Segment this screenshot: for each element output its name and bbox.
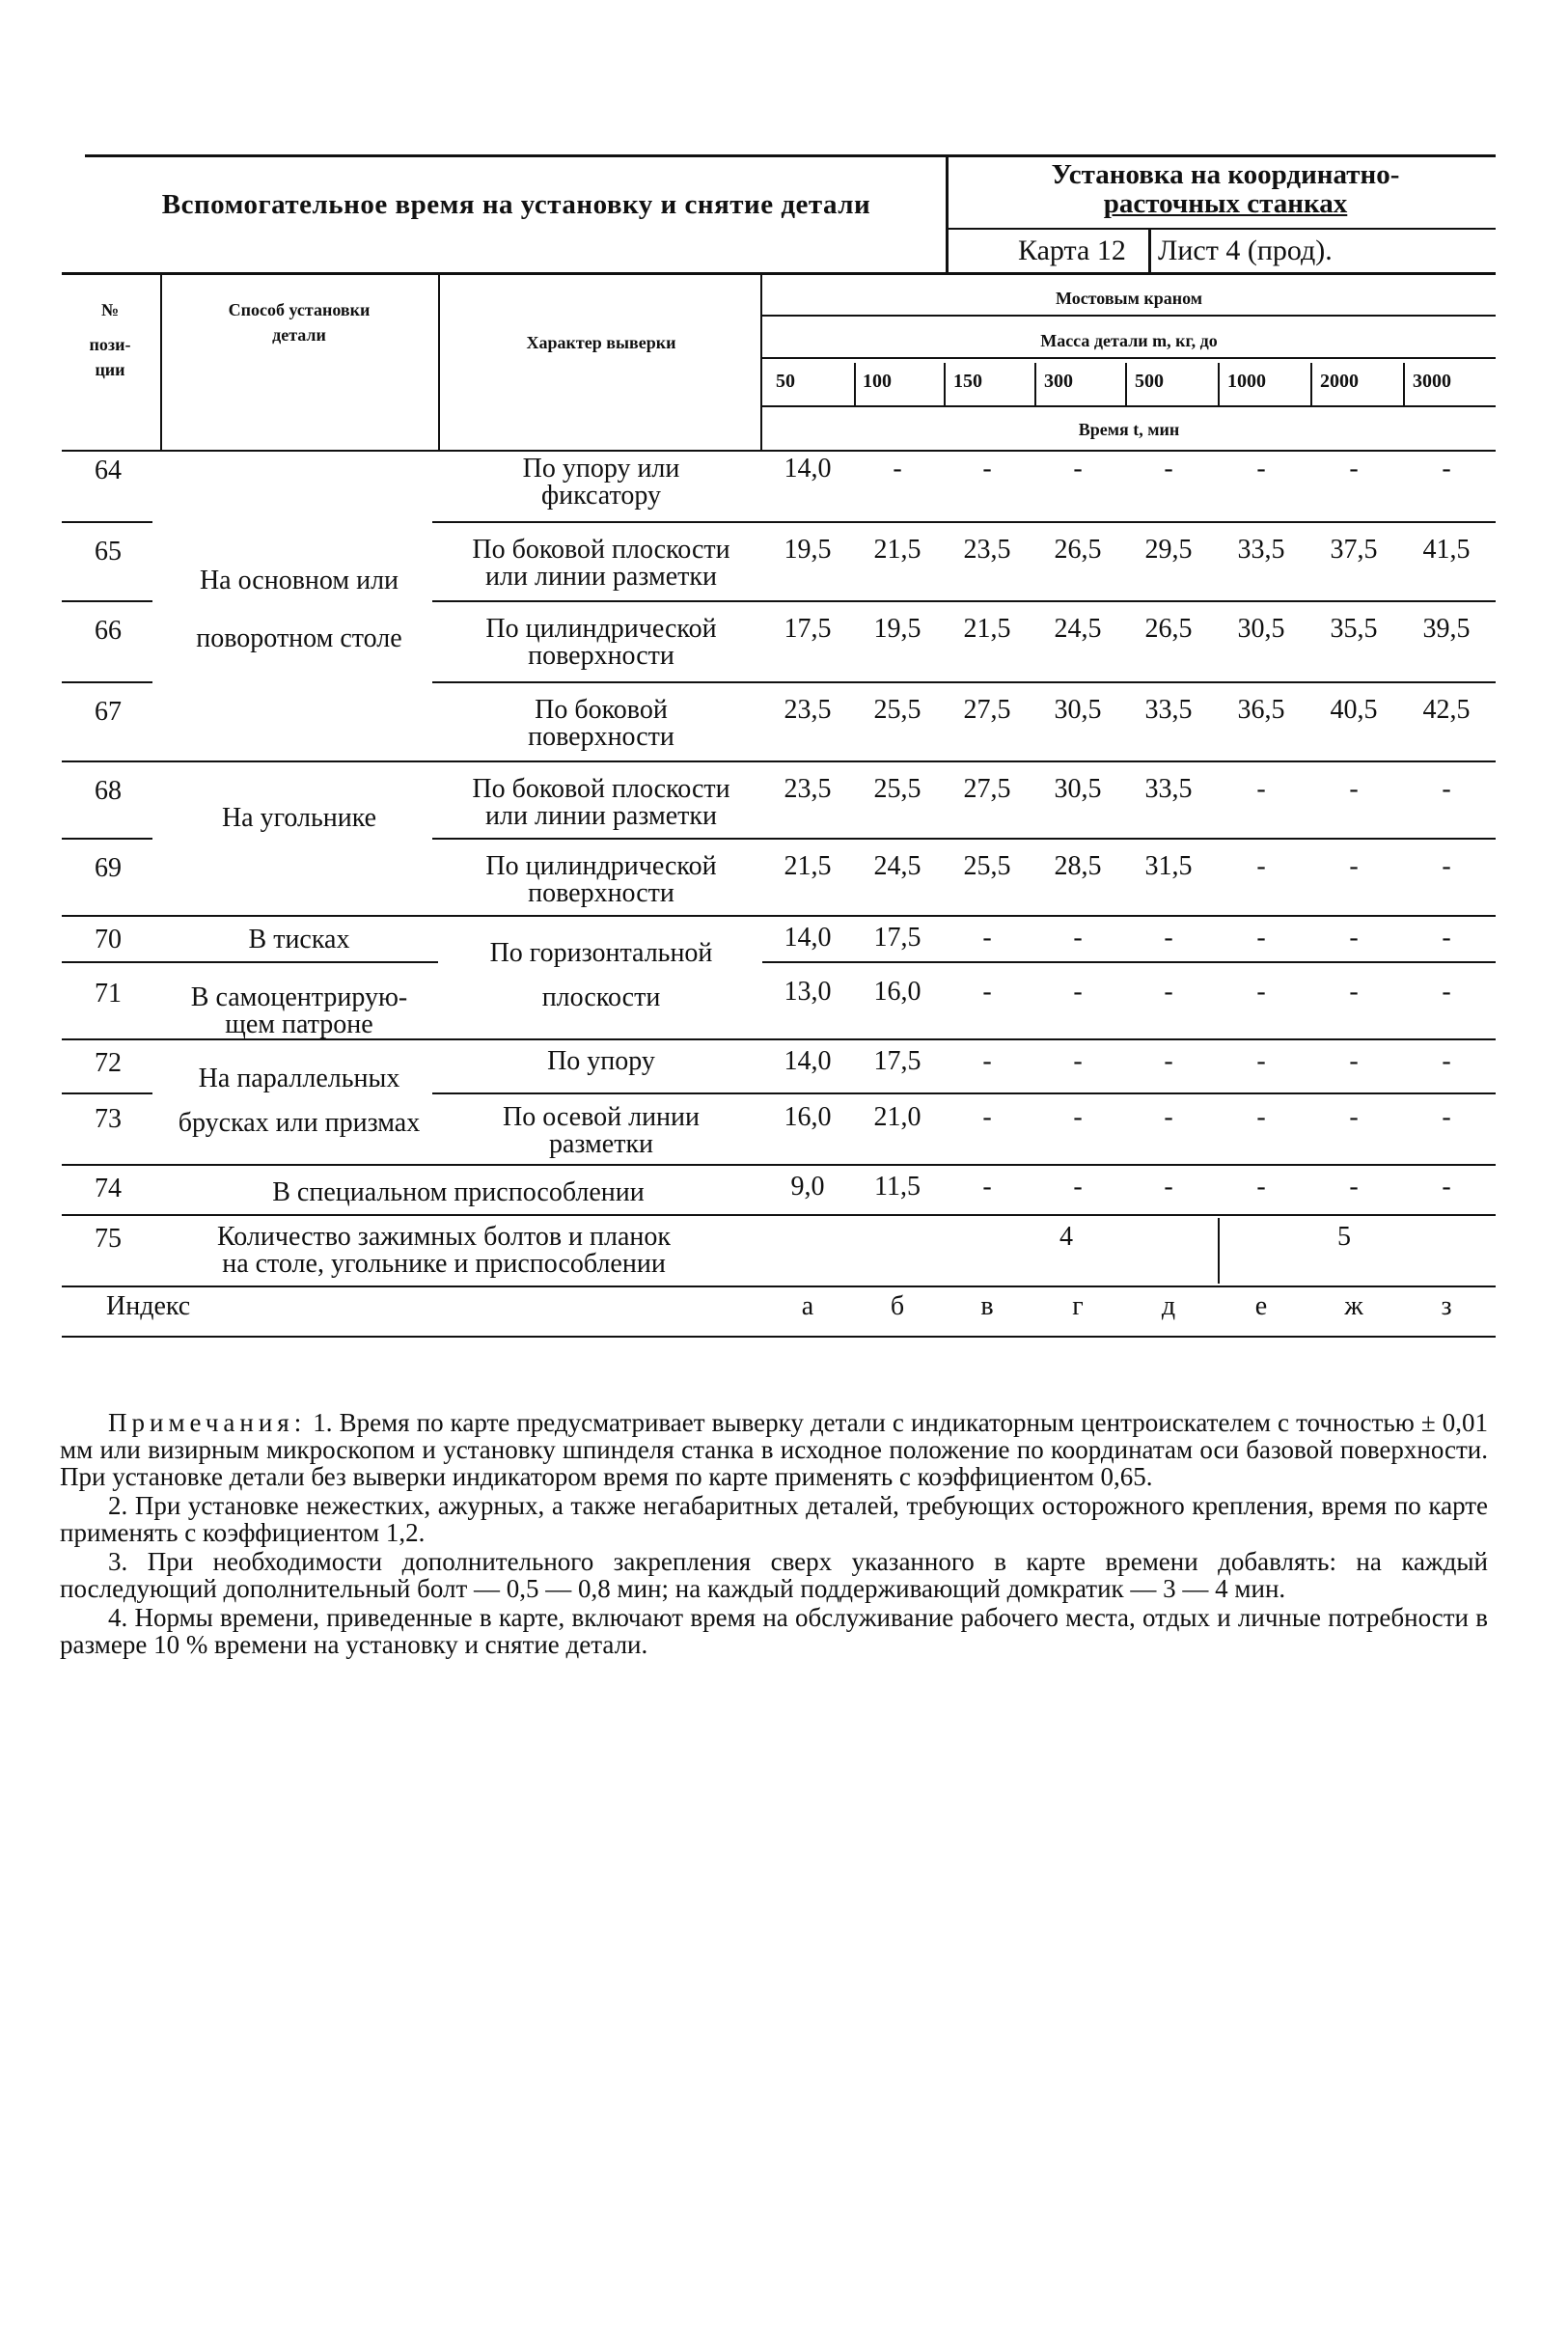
row-value: 23,5 <box>963 535 1011 565</box>
row-value: 29,5 <box>1144 535 1193 565</box>
mass-value: 1000 <box>1227 371 1266 392</box>
row-value: - <box>1164 923 1173 953</box>
row-pos: 71 <box>95 979 122 1009</box>
col-method-line1: Способ установки <box>228 300 371 319</box>
row-value: 13,0 <box>784 977 832 1007</box>
card-divider <box>1148 230 1151 272</box>
row-check-line: разметки <box>548 1129 654 1159</box>
check-horizontal-2: плоскости <box>541 982 661 1012</box>
index-value: д <box>1161 1291 1176 1321</box>
row-check-line: поверхности <box>528 722 674 752</box>
row-rule <box>62 760 1496 762</box>
mass-value: 50 <box>776 371 795 392</box>
row-value: 41,5 <box>1422 535 1471 565</box>
row-value: - <box>1349 1172 1359 1202</box>
section-title-line1: Установка на координатно- <box>1051 159 1400 190</box>
row-value: - <box>1164 1172 1173 1202</box>
header-top-rule <box>85 154 1496 157</box>
mass-divider <box>1034 363 1036 405</box>
row-check-line: По упору <box>547 1046 655 1076</box>
row-check-line: поверхности <box>528 878 674 908</box>
row-value: 21,5 <box>784 851 832 881</box>
index-value: а <box>801 1291 814 1321</box>
row-check <box>442 1048 760 1075</box>
method-parallel-2: брусках или призмах <box>178 1108 421 1138</box>
row-value: - <box>1442 851 1451 881</box>
row-value: - <box>982 1102 992 1132</box>
row-value: 9,0 <box>790 1172 825 1202</box>
mass-bottom-rule <box>762 405 1496 407</box>
header-end-rule <box>62 450 1496 452</box>
col-method-line2: детали <box>272 325 326 345</box>
note-3: 3. При необходимости дополнительного закрепления сверх указанного в карте времени добавлять: на каждый последующий дополнительный болт — 0,5 — 0,8 мин; на каждый поддерживающий домкратик — 3 — 4 мин. <box>60 1547 1488 1603</box>
row-value: 21,5 <box>873 535 922 565</box>
header-mid-rule <box>946 228 1496 230</box>
row-check-line: или линии разметки <box>485 801 717 831</box>
row-rule <box>432 521 1496 523</box>
crane-header: Мостовым краном <box>1055 289 1203 308</box>
row-value: 21,5 <box>963 614 1011 644</box>
row-value: 28,5 <box>1054 851 1102 881</box>
index-value: в <box>980 1291 994 1321</box>
mass-divider <box>1310 363 1312 405</box>
index-value: ж <box>1344 1291 1363 1321</box>
row-value: 19,5 <box>873 614 922 644</box>
row-value: 14,0 <box>784 923 832 953</box>
index-label: Индекс <box>106 1291 191 1321</box>
row-value: 23,5 <box>784 695 832 725</box>
row-value: 35,5 <box>1330 614 1378 644</box>
row-check <box>442 776 760 830</box>
method-chuck-line1: В самоцентрирую- <box>190 982 408 1012</box>
row-value: 27,5 <box>963 774 1011 804</box>
row-value: 11,5 <box>874 1172 921 1202</box>
row-value: - <box>1442 774 1451 804</box>
note-2: 2. При установке нежестких, ажурных, а также негабаритных деталей, требующих осторожного крепления, время по карте применять с коэффициентом 1,2. <box>60 1491 1488 1547</box>
method-angle: На угольнике <box>221 803 377 833</box>
method-base-2: поворотном столе <box>196 623 402 653</box>
col-pos-line1: № <box>100 300 120 319</box>
row-pos: 64 <box>95 456 122 485</box>
mass-value: 150 <box>953 371 982 392</box>
row-75-text <box>164 1224 724 1278</box>
row-value: 33,5 <box>1237 535 1285 565</box>
row-value: 33,5 <box>1144 774 1193 804</box>
row-value: 26,5 <box>1054 535 1102 565</box>
row-value: - <box>1256 977 1266 1007</box>
row-value: - <box>1442 977 1451 1007</box>
row-value: - <box>1073 454 1083 484</box>
row-check <box>442 1104 760 1158</box>
row-rule <box>62 915 1496 917</box>
row-check-line: поверхности <box>528 641 674 671</box>
table-bottom-rule <box>62 1336 1496 1338</box>
check-horizontal: По горизонтальной <box>489 938 713 968</box>
index-value: б <box>890 1291 905 1321</box>
method-chuck <box>164 984 434 1038</box>
row-rule <box>62 1164 1496 1166</box>
crane-rule <box>762 315 1496 317</box>
row-check <box>442 456 760 510</box>
row-value: - <box>893 454 902 484</box>
row-value: - <box>1164 1102 1173 1132</box>
row-value: 30,5 <box>1054 774 1102 804</box>
document-title: Вспомогательное время на установку и снятие детали <box>161 189 871 220</box>
row-value: 37,5 <box>1330 535 1378 565</box>
row-value: - <box>1442 1046 1451 1076</box>
row-value: - <box>1442 454 1451 484</box>
row-value: - <box>1349 977 1359 1007</box>
row-value: - <box>1349 454 1359 484</box>
row-value: 16,0 <box>784 1102 832 1132</box>
row-value: - <box>1442 1102 1451 1132</box>
header-divider <box>946 154 949 272</box>
mass-value: 100 <box>863 371 892 392</box>
mass-header: Масса детали m, кг, до <box>1040 331 1218 350</box>
row-75-pos: 75 <box>95 1224 122 1254</box>
card-number: Карта 12 <box>1018 235 1126 266</box>
row-value: - <box>1073 1102 1083 1132</box>
row-rule <box>62 521 152 523</box>
row-value: - <box>1256 774 1266 804</box>
mass-divider <box>854 363 856 405</box>
row-check-line: фиксатору <box>540 481 661 511</box>
row-value: - <box>1349 1102 1359 1132</box>
col-pos-line2: пози- <box>89 335 131 354</box>
row-value: 17,5 <box>784 614 832 644</box>
row-value: 30,5 <box>1054 695 1102 725</box>
row-value: 14,0 <box>784 454 832 484</box>
row-pos: 73 <box>95 1104 122 1134</box>
row-value: 19,5 <box>784 535 832 565</box>
header-bottom-rule <box>62 272 1496 275</box>
row-value: 25,5 <box>963 851 1011 881</box>
row-value: - <box>982 454 992 484</box>
mass-divider <box>1218 363 1220 405</box>
row-75-rule <box>62 1286 1496 1287</box>
row-value: - <box>1164 1046 1173 1076</box>
row-value: - <box>1073 923 1083 953</box>
row-value: 21,0 <box>873 1102 922 1132</box>
row-rule <box>62 1214 1496 1216</box>
row-rule <box>62 600 152 602</box>
row-value: - <box>1349 1046 1359 1076</box>
row-value: - <box>1349 923 1359 953</box>
mass-rule <box>762 357 1496 359</box>
row-value: - <box>982 1046 992 1076</box>
row-check-line: По боковой <box>535 695 668 725</box>
method-base-line1: На основном или <box>199 566 399 595</box>
row-check-line: По боковой плоскости <box>472 774 730 804</box>
row-75-text-line1: Количество зажимных болтов и планок <box>217 1222 671 1252</box>
row-check-line: По цилиндрической <box>485 851 717 881</box>
col-divider <box>160 274 162 450</box>
index-value: е <box>1254 1291 1268 1321</box>
row-value: 33,5 <box>1144 695 1193 725</box>
row-value: - <box>1073 1172 1083 1202</box>
row-check-line: По боковой плоскости <box>472 535 730 565</box>
mass-divider <box>1403 363 1405 405</box>
method-chuck-line2: щем патроне <box>225 1009 373 1039</box>
note-4: 4. Нормы времени, приведенные в карте, включают время на обслуживание рабочего места, отдых и личные потребности в размере 10 % времени на установку и снятие детали. <box>60 1603 1488 1659</box>
row-rule <box>62 838 152 840</box>
row-pos: 65 <box>95 537 122 567</box>
row-value: - <box>982 977 992 1007</box>
row-value: - <box>1164 454 1173 484</box>
index-value: з <box>1441 1291 1452 1321</box>
row-value: - <box>1164 977 1173 1007</box>
method-base <box>164 567 434 594</box>
row-75-divider <box>1218 1218 1220 1284</box>
row-rule <box>432 600 1496 602</box>
row-value: 27,5 <box>963 695 1011 725</box>
row-check <box>442 697 760 751</box>
notes <box>60 1409 1488 1660</box>
row-value: 16,0 <box>873 977 922 1007</box>
row-check-line: или линии разметки <box>485 562 717 592</box>
mass-divider <box>944 363 946 405</box>
row-value: 24,5 <box>873 851 922 881</box>
row-value: - <box>1073 977 1083 1007</box>
index-value: г <box>1072 1291 1084 1321</box>
note-1-text: 1. Время по карте предусматривает выверку детали с индикаторным центроискателем с точностью ± 0,01 мм или визирным микроскопом и установку шпинделя станка в исходное положение по координатам оси базовой поверхности. При установке детали без выверки индикатором время по карте применять с коэффициентом 0,65. <box>60 1408 1488 1491</box>
row-value: 42,5 <box>1422 695 1471 725</box>
row-rule <box>62 1092 152 1094</box>
row-value: - <box>1256 1102 1266 1132</box>
row-value: - <box>1256 1046 1266 1076</box>
row-rule <box>432 838 1496 840</box>
mass-value: 2000 <box>1320 371 1359 392</box>
row-value: - <box>1442 923 1451 953</box>
row-pos: 74 <box>95 1174 122 1203</box>
col-pos-line3: ции <box>95 360 125 379</box>
row-pos: 67 <box>95 697 122 727</box>
row-rule <box>62 681 152 683</box>
row-value: - <box>1349 851 1359 881</box>
col-method-header <box>164 297 434 347</box>
col-check-header: Характер выверки <box>526 333 676 352</box>
row-value: - <box>1256 923 1266 953</box>
row-check <box>442 853 760 907</box>
notes-heading: Примечания: <box>108 1408 307 1437</box>
row-value: 31,5 <box>1144 851 1193 881</box>
row-75-text-line2: на столе, угольнике и приспособлении <box>222 1249 666 1279</box>
row-pos: 69 <box>95 853 122 883</box>
row-value: 36,5 <box>1237 695 1285 725</box>
row-check <box>442 537 760 591</box>
row-value: 24,5 <box>1054 614 1102 644</box>
row-value: 14,0 <box>784 1046 832 1076</box>
row-check <box>442 616 760 670</box>
row-rule <box>432 681 1496 683</box>
mass-value: 3000 <box>1413 371 1451 392</box>
row-value: 30,5 <box>1237 614 1285 644</box>
method-vise: В тисках <box>248 925 350 954</box>
sheet-number: Лист 4 (прод). <box>1158 235 1333 266</box>
mass-value: 500 <box>1135 371 1164 392</box>
col-pos-header <box>62 297 158 382</box>
section-title-line2: расточных станках <box>1103 188 1348 219</box>
row-value: - <box>1349 774 1359 804</box>
row-value: - <box>1442 1172 1451 1202</box>
mass-value: 300 <box>1044 371 1073 392</box>
row-75-value-left: 4 <box>1059 1222 1073 1252</box>
row-value: 25,5 <box>873 774 922 804</box>
row-value: - <box>982 1172 992 1202</box>
note-1 <box>60 1409 1488 1490</box>
col-divider <box>438 274 440 450</box>
row-rule <box>762 961 1496 963</box>
row-value: 40,5 <box>1330 695 1378 725</box>
row-check-line: По осевой линии <box>502 1102 701 1132</box>
row-rule <box>432 1092 1496 1094</box>
row-value: - <box>982 923 992 953</box>
row-value: 26,5 <box>1144 614 1193 644</box>
method-special: В специальном приспособлении <box>272 1177 645 1207</box>
row-value: - <box>1256 1172 1266 1202</box>
row-value: - <box>1256 454 1266 484</box>
row-pos: 72 <box>95 1048 122 1078</box>
row-check-line: По упору или <box>522 454 680 484</box>
row-value: 17,5 <box>873 1046 922 1076</box>
row-value: 17,5 <box>873 923 922 953</box>
row-pos: 68 <box>95 776 122 806</box>
row-check-line: По цилиндрической <box>485 614 717 644</box>
row-rule <box>62 961 438 963</box>
row-value: - <box>1256 851 1266 881</box>
row-pos: 70 <box>95 925 122 954</box>
row-value: 25,5 <box>873 695 922 725</box>
row-pos: 66 <box>95 616 122 646</box>
mass-divider <box>1125 363 1127 405</box>
row-value: 23,5 <box>784 774 832 804</box>
row-value: 39,5 <box>1422 614 1471 644</box>
row-75-value-right: 5 <box>1337 1222 1351 1252</box>
row-value: - <box>1073 1046 1083 1076</box>
method-parallel: На параллельных <box>198 1064 400 1093</box>
time-header: Время t, мин <box>1078 420 1180 439</box>
section-title <box>955 160 1496 218</box>
